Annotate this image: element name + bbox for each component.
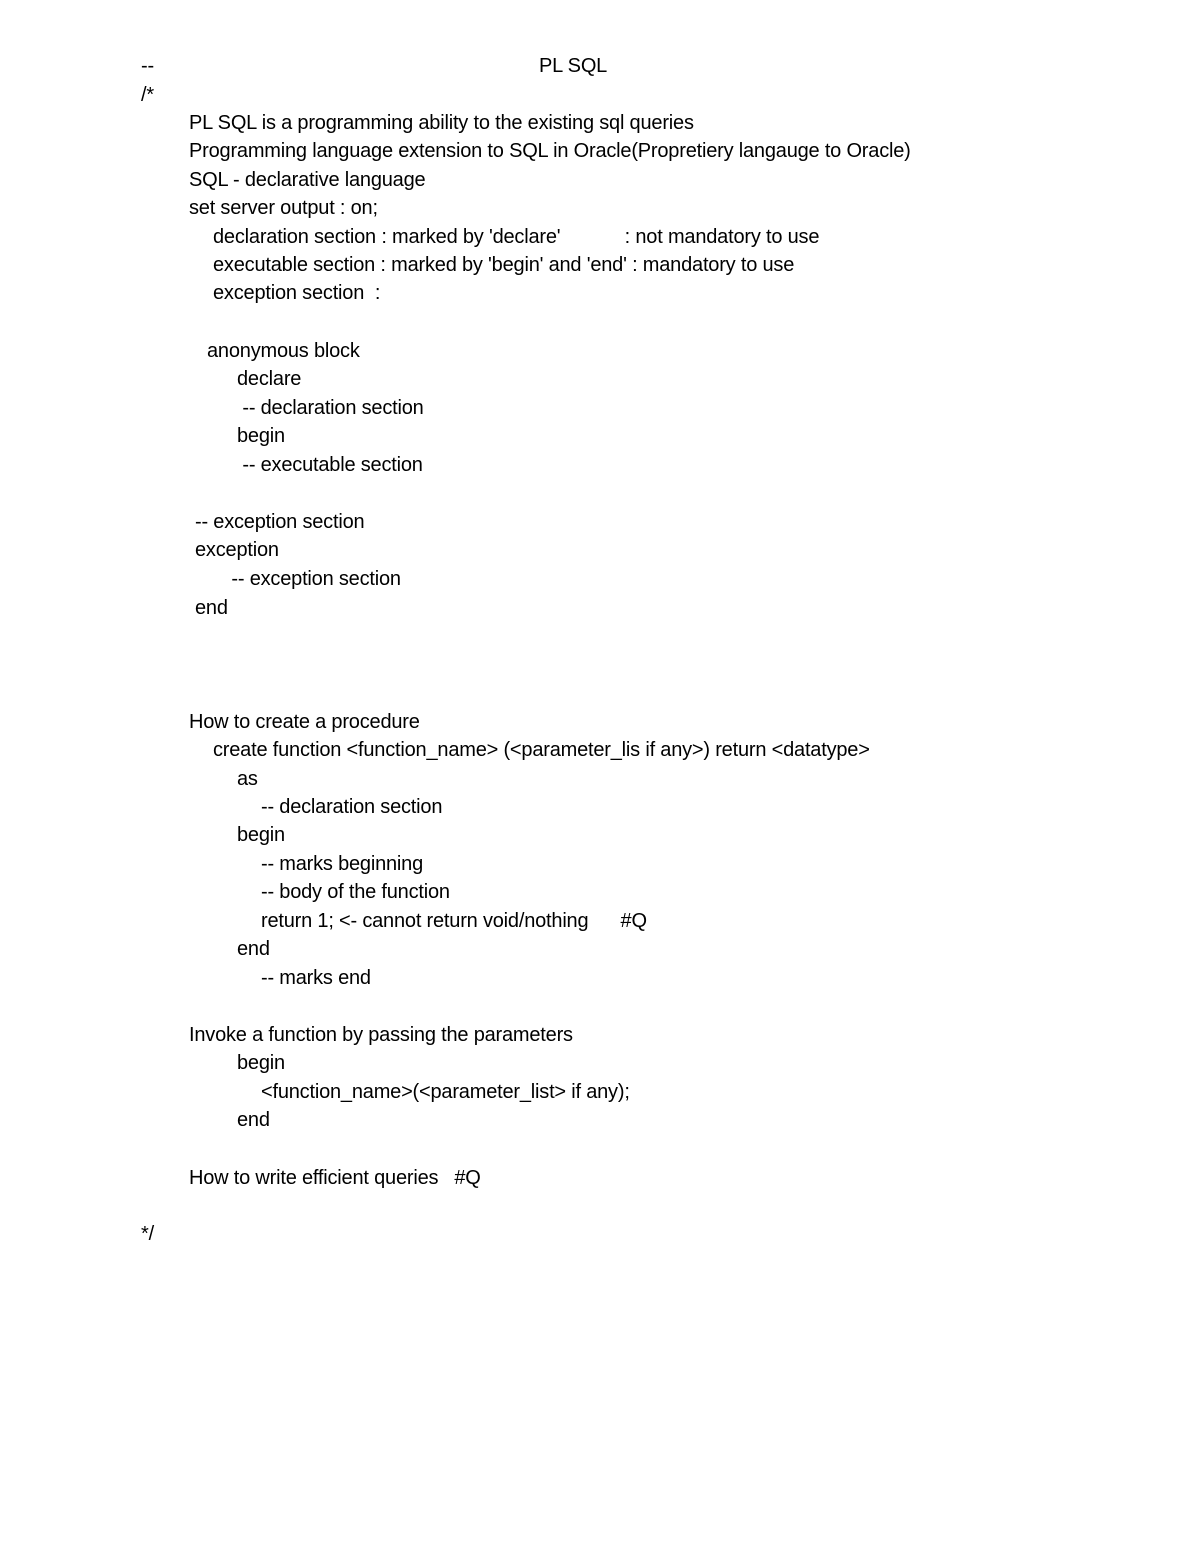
code-line: -- exception section — [195, 511, 365, 533]
code-line: -- marks end — [261, 967, 371, 989]
intro-line: set server output : on; — [189, 197, 378, 219]
intro-line: Programming language extension to SQL in Oracle(Propretiery langauge to Oracle) — [189, 140, 911, 162]
procedure-heading: How to create a procedure — [189, 711, 420, 733]
code-line: -- executable section — [237, 454, 423, 476]
section-line: executable section : marked by 'begin' and 'end' : mandatory to use — [213, 254, 795, 276]
code-line: begin — [237, 425, 285, 447]
comment-open: /* — [141, 84, 154, 106]
invoke-heading: Invoke a function by passing the parameters — [189, 1024, 573, 1046]
code-line: end — [237, 938, 270, 960]
code-line: end — [195, 597, 228, 619]
code-line: declare — [237, 368, 302, 390]
code-line: -- marks beginning — [261, 853, 424, 875]
section-line: declaration section : marked by 'declare' : not mandatory to use — [213, 226, 820, 248]
anonymous-block-heading: anonymous block — [207, 340, 360, 362]
code-line: -- declaration section — [261, 796, 443, 818]
code-line: as — [237, 768, 258, 790]
code-line: begin — [237, 824, 285, 846]
page-title: PL SQL — [539, 55, 608, 77]
intro-line: PL SQL is a programming ability to the existing sql queries — [189, 112, 694, 134]
procedure-signature: create function <function_name> (<parameter_lis if any>) return <datatype> — [213, 739, 870, 761]
code-line: <function_name>(<parameter_list> if any); — [261, 1081, 630, 1103]
code-line: begin — [237, 1052, 285, 1074]
comment-close: */ — [141, 1223, 154, 1245]
code-line: end — [237, 1109, 270, 1131]
code-line: -- body of the function — [261, 881, 450, 903]
code-line: return 1; <- cannot return void/nothing #Q — [261, 910, 647, 932]
code-line: -- exception section — [210, 568, 401, 590]
efficient-queries-heading: How to write efficient queries #Q — [189, 1167, 481, 1189]
code-line: exception — [195, 539, 279, 561]
code-line: -- declaration section — [237, 397, 424, 419]
section-line: exception section : — [213, 282, 381, 304]
header-dashes: -- — [141, 55, 154, 77]
intro-line: SQL - declarative language — [189, 169, 426, 191]
